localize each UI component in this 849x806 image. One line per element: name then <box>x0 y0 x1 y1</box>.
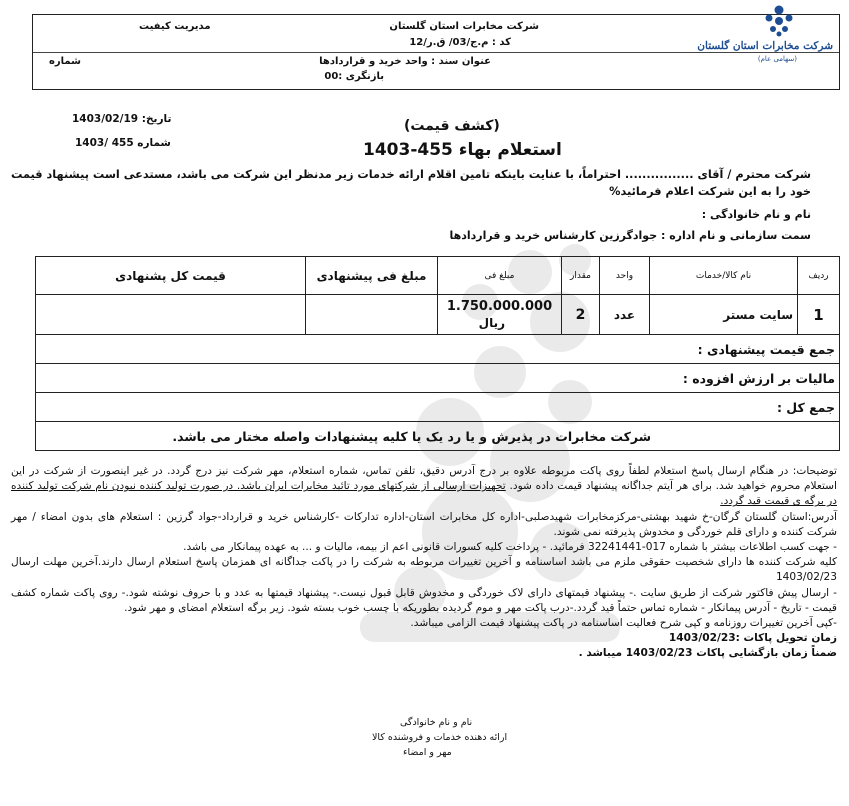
col-header-row: ردیف <box>798 257 840 295</box>
page-title: استعلام بهاء 455-1403 <box>363 140 562 160</box>
cell-item: سایت مستر <box>650 295 798 335</box>
revision-label: بازنگری :00 <box>324 71 384 82</box>
intro-paragraph: شرکت محترم / آقای ................ احتراماً، با عنایت باینکه تامین اقلام ارائه خدمات زیر مدنظر این شرکت می باشد، مستدعی است پیشنهاد قیمت خود را به این شرکت اعلام فرمائید% <box>11 168 811 198</box>
col-header-offer-unit-price: مبلغ فی پیشنهادی <box>306 257 438 295</box>
cell-unit-price <box>438 295 562 335</box>
note-1-text: توضیحات: در هنگام ارسال پاسخ استعلام لطفاً روی پاکت مربوطه علاوه بر درج آدرس دقیق، تلفن تماس، شماره استعلام، مهر شرکت نیز درج گردد. در غیر اینصورت از شرکت در این استعلام محروم خواهید شد. برای هر آیتم جداگانه پیشنهاد قیمت داده شود. <box>11 465 837 493</box>
cell-unit: عدد <box>600 295 650 335</box>
vat-row: مالیات بر ارزش افزوده : <box>36 364 840 393</box>
col-header-item: نام کالا/خدمات <box>650 257 798 295</box>
unit-price-currency: ریال <box>478 315 505 330</box>
note-6: -کپی آخرین تغییرات روزنامه و کپی شرح فعالیت اساسنامه در پاکت پیشنهاد قیمت الزامی میباشد. <box>410 617 837 630</box>
note-5: - ارسال پیش فاکتور شرکت از طریق سایت .- پیشنهاد قیمتهای دارای لاک خوردگی و مخدوش قابل قبول نیست.- پیشنهاد قیمتها به عدد و با حروف نوشته شود.- روی پاکت شماره کشف قیمت - تاریخ - آدرس پیمانکار - شماره تماس حتماً قید گردد.-درب پاکت مهر و موم گردیده بطوریکه با چسب خوب بسته شود. زیر برگه استعلام امضای و مهر شود. <box>11 586 837 614</box>
note-2: آدرس:استان گلستان گرگان-خ شهید بهشتی-مرکزمخابرات شهیدصلبی-اداره کل مخابرات استان-اداره تدارکات -کارشناس خرید و قرارداد-جواد گرزین : استعلام های بدون امضاء / مهر شرکت کننده و دارای قلم خوردگی و مخدوش پذیرفته نمی شوند. <box>11 510 837 538</box>
note-8: ضمناً زمان بازگشایی پاکات 1403/02/23 میباشد . <box>578 647 837 660</box>
quote-table <box>35 256 840 451</box>
name-line: نام و نام خانوادگی : <box>701 208 811 221</box>
note-3: - جهت کسب اطلاعات بیشتر با شماره 017-32241441 فرمائید. - پرداخت کلیه کسورات قانونی اعم از بیمه، مالیات و ... به عهده پیمانکار می باشد. <box>183 541 837 554</box>
company-name: شرکت مخابرات استان گلستان <box>389 21 539 32</box>
cell-offer-total <box>36 295 306 335</box>
number-label: شماره <box>49 56 81 67</box>
cell-row: 1 <box>798 295 840 335</box>
note-7: زمان تحویل پاکات :1403/02/23 <box>668 632 837 645</box>
disclaimer-row: شرکت مخابرات در پذیرش و یا رد یک یا کلیه پیشنهادات واصله مختار می باشد. <box>36 422 840 451</box>
table-row <box>36 295 840 335</box>
note-1 <box>11 464 837 510</box>
quality-label: مدیریت کیفیت <box>139 21 211 32</box>
signature-stamp: مهر و امضاء <box>403 747 452 758</box>
note-4: کلیه شرکت کننده ها دارای شخصیت حقوقی ملزم می باشد اساسنامه و آخرین تغییرات مربوطه به شرکت را در پاکت جداگانه ای همزمان پاسخ استعلام ارسال دارند.آخرین مهلت ارسال 1403/02/23 <box>11 556 837 584</box>
company-logo <box>697 4 837 64</box>
note-1-underlined: تجهیزات ارسالی از شرکتهای مورد تائید مخابرات ایران باشد. در صورت تولید کننده نبودن نام شرکت تولید کننده در برگه ی قیمت قید گردد. <box>11 480 837 508</box>
document-title: عنوان سند : واحد خرید و قراردادها <box>319 56 491 67</box>
cell-qty: 2 <box>562 295 600 335</box>
number-field: شماره 455 /1403 <box>75 137 171 149</box>
total-row: جمع کل : <box>36 393 840 422</box>
document-code: کد : م.ج/03/ ق.ر/12 <box>409 37 511 48</box>
cell-offer-unit-price <box>306 295 438 335</box>
logo-text: شرکت مخابرات استان گلستان <box>697 40 833 52</box>
position-line: سمت سازمانی و نام اداره : جوادگرزین کارشناس خرید و قراردادها <box>449 229 811 242</box>
sum-row: جمع قیمت پیشنهادی : <box>36 335 840 364</box>
logo-subtext: (سهامی عام) <box>757 55 797 63</box>
subtitle: (کشف قیمت) <box>404 118 500 134</box>
signature-role: ارائه دهنده خدمات و فروشنده کالا <box>372 732 508 743</box>
col-header-unit: واحد <box>600 257 650 295</box>
col-header-qty: مقدار <box>562 257 600 295</box>
signature-name: نام و نام خانوادگی <box>400 717 473 728</box>
col-header-offer-total: قیمت کل پشنهادی <box>36 257 306 295</box>
col-header-unit-price: مبلغ فی <box>438 257 562 295</box>
logo-icon <box>759 4 799 38</box>
notes-section <box>11 464 837 662</box>
date-field: تاریخ: 1403/02/19 <box>72 113 172 125</box>
unit-price-value: 1.750.000.000 <box>446 298 553 314</box>
table-header-row <box>36 257 840 295</box>
